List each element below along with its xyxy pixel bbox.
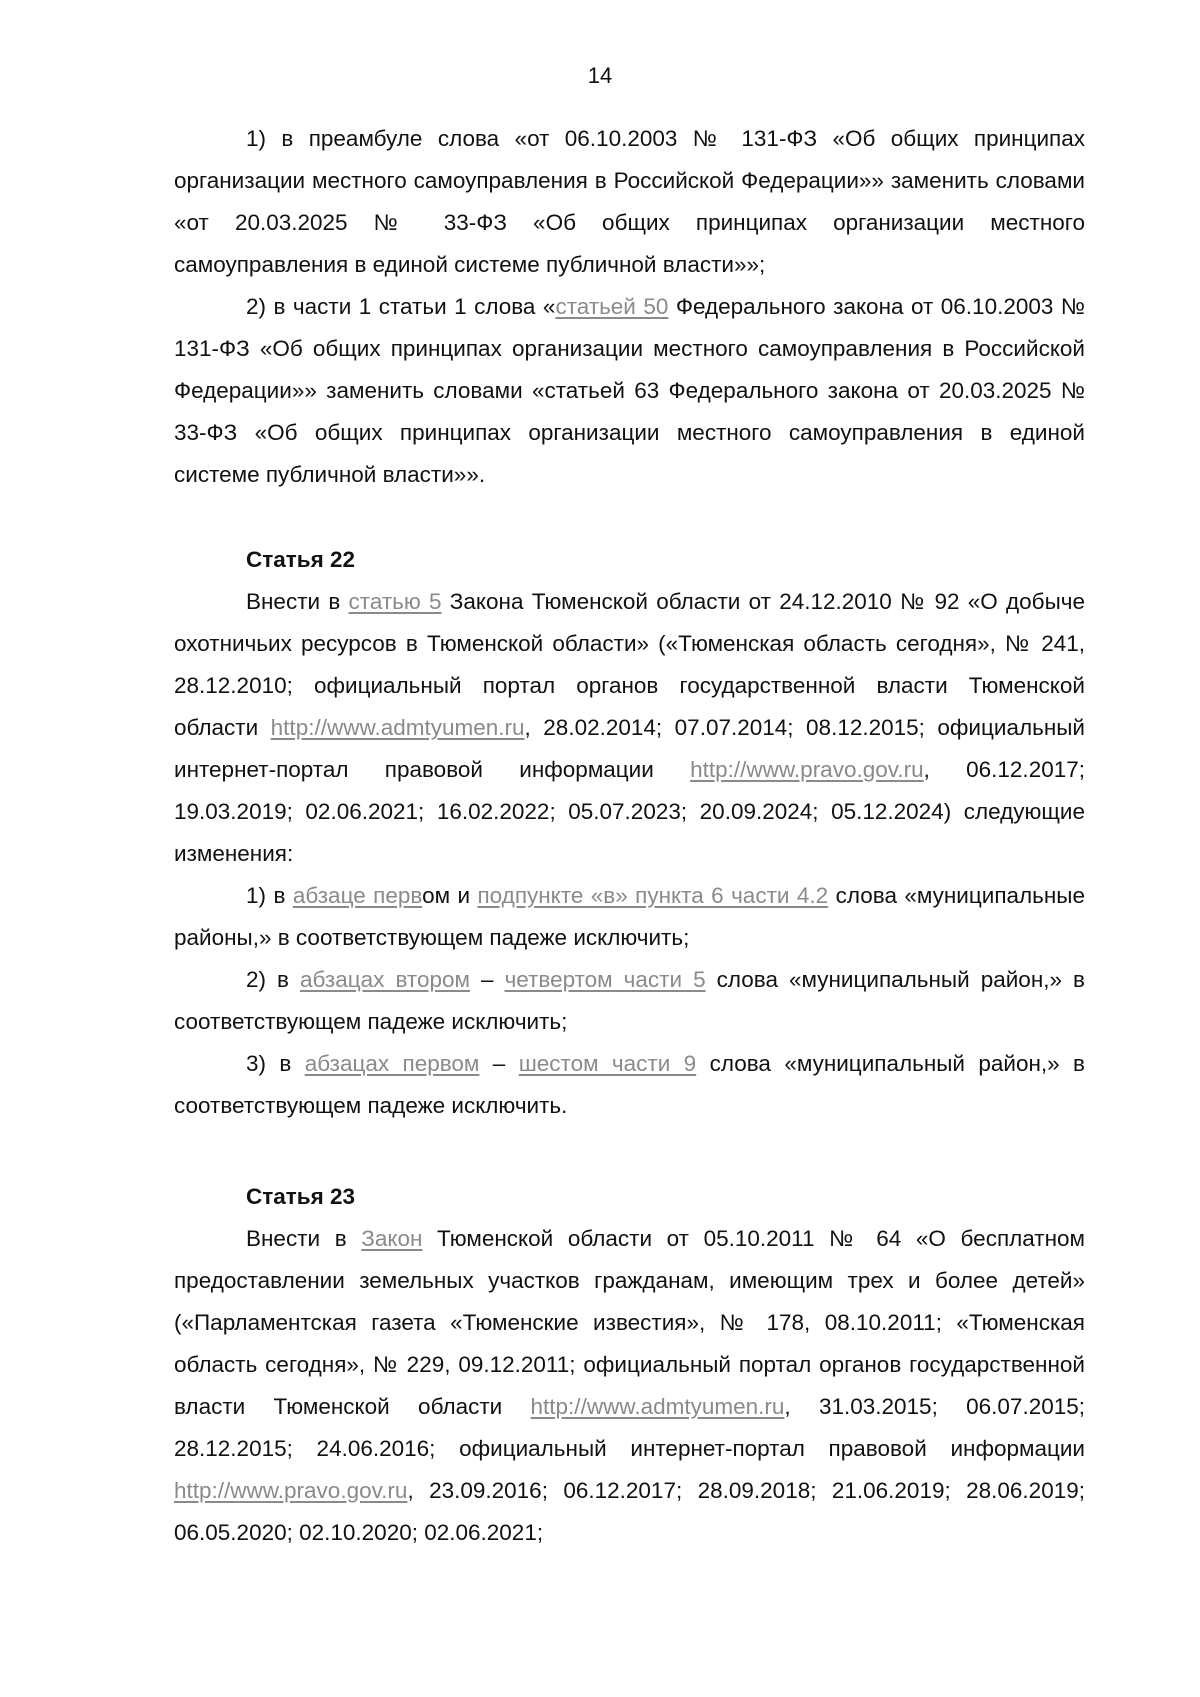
text-fragment: Тюменской области от 05.10.2011 № 64 «О бесплатном предоставлении земельных участков гражданам, имеющим трех и более детей» («Парламентская газета «Тюменские известия», № 178, 08.10.2011; «Тюменская область сегодня», № 229, 09.12.2011; официальный портал органов государственной власти Тюменской области bbox=[174, 1226, 1085, 1419]
link-paragraphs-first[interactable]: абзацах первом bbox=[304, 1051, 480, 1076]
link-article-50[interactable]: статьей 50 bbox=[555, 294, 669, 319]
document-body bbox=[174, 118, 1085, 1554]
link-pravo-gov[interactable]: http://www.pravo.gov.ru bbox=[174, 1478, 408, 1503]
link-article-5[interactable]: статью 5 bbox=[348, 589, 442, 614]
text-fragment: – bbox=[479, 1051, 519, 1076]
text-fragment: Федерального закона от 06.10.2003 № 131-ФЗ «Об общих принципах организации местного самоуправления в Российской Федерации»» заменить словами «статьей 63 Федерального закона от 20.03.2025 № 33-ФЗ «Об общих принципах организации местного самоуправления в единой системе публичной власти»». bbox=[174, 294, 1085, 487]
link-subpoint-v[interactable]: подпункте «в» пункта 6 части 4.2 bbox=[477, 883, 829, 908]
link-fourth-part-5[interactable]: четвертом части 5 bbox=[504, 967, 706, 992]
link-paragraphs-second[interactable]: абзацах втором bbox=[300, 967, 470, 992]
text-fragment: Закона Тюменской области от 24.12.2010 № 92 «О добыче охотничьих ресурсов в Тюменской области» («Тюменская область сегодня», № 241, 28.12.2010; официальный портал органов государственной власти Тюменской области bbox=[174, 589, 1085, 740]
article-22-heading: Статья 22 bbox=[246, 547, 356, 572]
paragraph-article1-change bbox=[174, 286, 1085, 496]
text-fragment: 1) в bbox=[246, 883, 293, 908]
link-pravo-gov[interactable]: http://www.pravo.gov.ru bbox=[690, 757, 924, 782]
link-sixth-part-9[interactable]: шестом части 9 bbox=[518, 1051, 697, 1076]
link-law[interactable]: Закон bbox=[361, 1226, 423, 1251]
link-paragraph-first[interactable]: абзаце перв bbox=[292, 883, 423, 908]
text-fragment: слова «муниципальные районы,» в соответствующем падеже исключить; bbox=[174, 883, 1085, 950]
article-23-intro bbox=[174, 1218, 1085, 1554]
text-fragment: слова «муниципальный район,» в соответствующем падеже исключить. bbox=[174, 1051, 1086, 1118]
text-fragment: Внести в bbox=[246, 1226, 362, 1251]
text-fragment: , 23.09.2016; 06.12.2017; 28.09.2018; 21.06.2019; 28.06.2019; 06.05.2020; 02.10.2020; 02.06.2021; bbox=[174, 1478, 1085, 1545]
text-fragment: , 06.12.2017; 19.03.2019; 02.06.2021; 16.02.2022; 05.07.2023; 20.09.2024; 05.12.2024) следующие изменения: bbox=[174, 757, 1085, 866]
text-fragment: ом и bbox=[422, 883, 478, 908]
text-fragment: 2) в bbox=[246, 967, 301, 992]
article-23-heading: Статья 23 bbox=[246, 1184, 356, 1209]
article-22-item-1 bbox=[174, 875, 1085, 959]
text-fragment: – bbox=[469, 967, 505, 992]
link-admtyumen[interactable]: http://www.admtyumen.ru bbox=[270, 715, 525, 740]
text-fragment: слова «муниципальный район,» в соответствующем падеже исключить; bbox=[174, 967, 1085, 1034]
article-22-item-3 bbox=[174, 1043, 1085, 1127]
text-fragment: 3) в bbox=[246, 1051, 305, 1076]
paragraph-preamble-change: 1) в преамбуле слова «от 06.10.2003 № 131-ФЗ «Об общих принципах организации местного самоуправления в Российской Федерации»» заменить словами «от 20.03.2025 № 33-ФЗ «Об общих принципах организации местного самоуправления в единой системе публичной власти»»; bbox=[174, 126, 1085, 277]
text-fragment: 2) в части 1 статьи 1 слова « bbox=[246, 294, 556, 319]
text-fragment: , 28.02.2014; 07.07.2014; 08.12.2015; официальный интернет-портал правовой информации bbox=[174, 715, 1085, 782]
text-fragment: , 31.03.2015; 06.07.2015; 28.12.2015; 24.06.2016; официальный интернет-портал правовой информации bbox=[174, 1394, 1085, 1461]
page-number: 14 bbox=[587, 63, 613, 88]
article-22-intro bbox=[174, 581, 1085, 875]
article-22-item-2 bbox=[174, 959, 1085, 1043]
link-admtyumen[interactable]: http://www.admtyumen.ru bbox=[530, 1394, 785, 1419]
text-fragment: Внести в bbox=[246, 589, 349, 614]
